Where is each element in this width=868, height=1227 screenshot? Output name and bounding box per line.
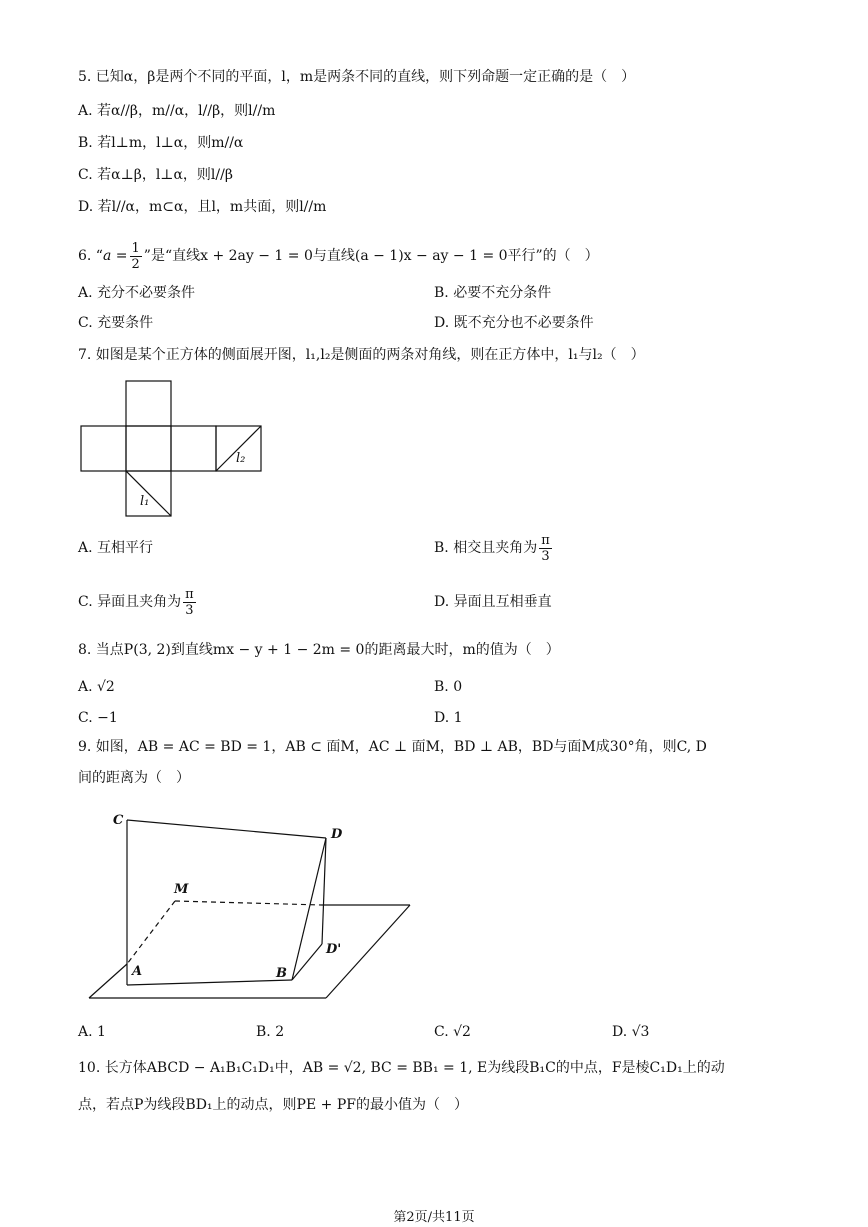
q8-option-c: C. −1	[78, 710, 118, 726]
q7-label-l2: l₂	[236, 451, 246, 466]
q9-geometry-figure	[80, 805, 420, 1005]
q6-stem	[78, 239, 599, 273]
q5-option-a: A. 若α//β，m//α，l//β，则l//m	[78, 103, 276, 119]
q5-option-c: C. 若α⊥β，l⊥α，则l//β	[78, 167, 233, 183]
q6-fraction-half	[130, 241, 142, 272]
q6-half-num: 1	[131, 240, 140, 256]
q6-stem-post: ”是“直线x + 2ay − 1 = 0与直线(a − 1)x − ay − 1 = 0平行”的（ ）	[143, 248, 599, 264]
q8-option-a: A. √2	[78, 679, 115, 695]
q7-option-c-fraction	[183, 587, 196, 618]
q9-segment-CD	[127, 820, 326, 838]
q9-plane-left-edge-hidden	[127, 901, 175, 964]
q9-label-M: M	[174, 882, 189, 897]
q9-label-Dp: D'	[326, 942, 342, 957]
q9-option-d: D. √3	[612, 1024, 650, 1040]
q10-stem-line2: 点，若点P为线段BD₁上的动点，则PE + PF的最小值为（ ）	[78, 1097, 468, 1113]
q7-option-c-text: C. 异面且夹角为	[78, 594, 182, 610]
q8-stem: 8. 当点P(3, 2)到直线mx − y + 1 − 2m = 0的距离最大时，m的值为（ ）	[78, 642, 560, 658]
q7-option-b	[434, 530, 554, 566]
q7-c-pi: π	[185, 586, 194, 602]
q7-option-d: D. 异面且互相垂直	[434, 594, 552, 610]
q9-label-A: A	[132, 964, 143, 979]
q6-stem-pre: 6. “	[78, 248, 103, 264]
q9-stem-line1: 9. 如图，AB = AC = BD = 1，AB ⊂ 面M，AC ⊥ 面M，BD ⊥ AB，BD与面M成30°角，则C, D	[78, 739, 707, 755]
q7-option-c	[78, 584, 198, 620]
q9-option-c: C. √2	[434, 1024, 471, 1040]
q6-a-eq: a =	[102, 248, 128, 264]
q7-label-l1: l₁	[140, 494, 150, 509]
q9-segment-AB	[127, 980, 292, 985]
q9-option-a: A. 1	[78, 1024, 106, 1040]
q5-option-b: B. 若l⊥m，l⊥α，则m//α	[78, 135, 244, 151]
q8-option-d: D. 1	[434, 710, 463, 726]
q7-option-b-text: B. 相交且夹角为	[434, 540, 538, 556]
q7-c-three: 3	[185, 602, 194, 618]
q8-option-b: B. 0	[434, 679, 463, 695]
q9-label-B: B	[276, 966, 287, 981]
q6-option-c: C. 充要条件	[78, 315, 154, 331]
q9-label-D: D	[331, 827, 343, 842]
q7-b-pi: π	[541, 532, 550, 548]
q5-stem: 5. 已知α，β是两个不同的平面，l，m是两条不同的直线，则下列命题一定正确的是（ ）	[78, 69, 636, 85]
q9-option-b: B. 2	[256, 1024, 285, 1040]
q9-plane-left-edge-visible	[89, 964, 127, 998]
q7-b-three: 3	[541, 548, 550, 564]
q6-option-b: B. 必要不充分条件	[434, 285, 552, 301]
q7-option-a: A. 互相平行	[78, 540, 154, 556]
q7-cube-net-figure	[78, 378, 268, 518]
q9-label-C: C	[113, 813, 124, 828]
page-footer: 第2页/共11页	[393, 1210, 475, 1225]
q5-option-d: D. 若l//α，m⊂α，且l，m共面，则l//m	[78, 199, 327, 215]
q9-stem-line2: 间的距离为（ ）	[78, 770, 190, 786]
q9-plane-back-edge-hidden	[175, 901, 322, 905]
q6-half-den: 2	[131, 256, 140, 272]
q7-option-b-fraction	[539, 533, 552, 564]
q6-option-a: A. 充分不必要条件	[78, 285, 196, 301]
q6-option-d: D. 既不充分也不必要条件	[434, 315, 594, 331]
q10-stem-line1: 10. 长方体ABCD − A₁B₁C₁D₁中，AB = √2, BC = BB₁ = 1, E为线段B₁C的中点，F是棱C₁D₁上的动	[78, 1060, 725, 1076]
q7-stem: 7. 如图是某个正方体的侧面展开图，l₁,l₂是侧面的两条对角线，则在正方体中，l₁与l₂（ ）	[78, 347, 645, 363]
